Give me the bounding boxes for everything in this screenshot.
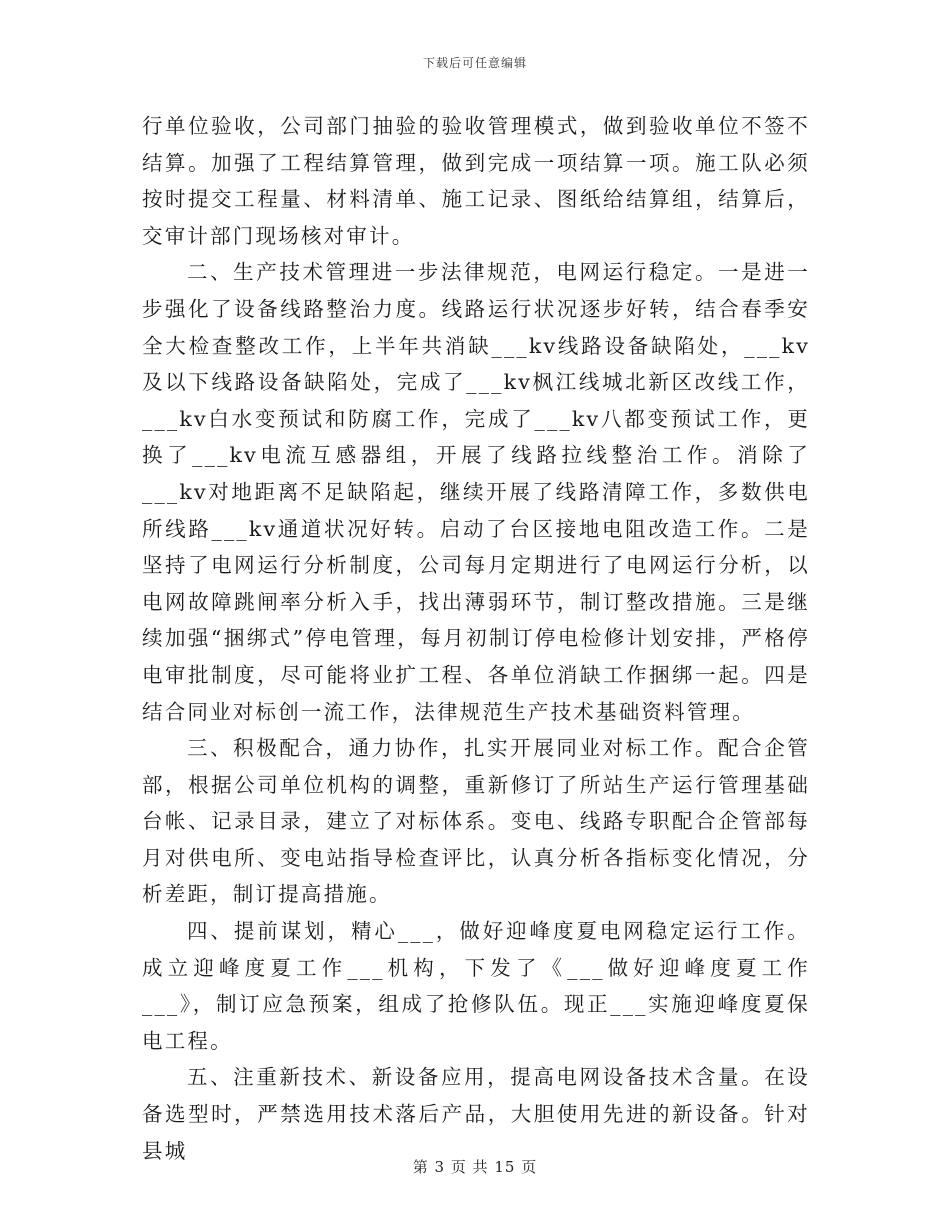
- paragraph-section-2: 二、生产技术管理进一步法律规范，电网运行稳定。一是进一步强化了设备线路整治力度。线路运行状况逐步好转，结合春季安全大检查整改工作，上半年共消缺___kv线路设备缺陷处，___kv及以下线路设备缺陷处，完成了___kv枫江线城北新区改线工作，___kv白水变预试和防腐工作，完成了___kv八都变预试工作，更换了___kv电流互感器组，开展了线路拉线整治工作。消除了___kv对地距离不足缺陷起，继续开展了线路清障工作，多数供电所线路___kv通道状况好转。启动了台区接地电阻改造工作。二是坚持了电网运行分析制度，公司每月定期进行了电网运行分析，以电网故障跳闸率分析入手，找出薄弱环节，制订整改措施。三是继续加强“捆绑式”停电管理，每月初制订停电检修计划安排，严格停电审批制度，尽可能将业扩工程、各单位消缺工作捆绑一起。四是结合同业对标创一流工作，法律规范生产技术基础资料管理。: [142, 260, 810, 724]
- paragraph-section-4: 四、提前谋划，精心___，做好迎峰度夏电网稳定运行工作。成立迎峰度夏工作___机构，下发了《___做好迎峰度夏工作___》，制订应急预案，组成了抢修队伍。现正___实施迎峰度夏保电工程。: [142, 919, 810, 1053]
- paragraph-continuation: 行单位验收，公司部门抽验的验收管理模式，做到验收单位不签不结算。加强了工程结算管理，做到完成一项结算一项。施工队必须按时提交工程量、材料清单、施工记录、图纸给结算组，结算后，交审计部门现场核对审计。: [142, 114, 810, 248]
- document-body: [142, 108, 810, 1169]
- page-header-note: 下载后可任意编辑: [422, 56, 527, 70]
- paragraph-section-3: 三、积极配合，通力协作，扎实开展同业对标工作。配合企管部，根据公司单位机构的调整，重新修订了所站生产运行管理基础台帐、记录目录，建立了对标体系。变电、线路专职配合企管部每月对供电所、变电站指导检查评比，认真分析各指标变化情况，分析差距，制订提高措施。: [142, 736, 810, 907]
- paragraph-section-5: 五、注重新技术、新设备应用，提高电网设备技术含量。在设备选型时，严禁选用技术落后产品，大胆使用先进的新设备。针对县城: [142, 1065, 810, 1163]
- page-number-footer: 第 3 页 共 15 页: [412, 1158, 538, 1176]
